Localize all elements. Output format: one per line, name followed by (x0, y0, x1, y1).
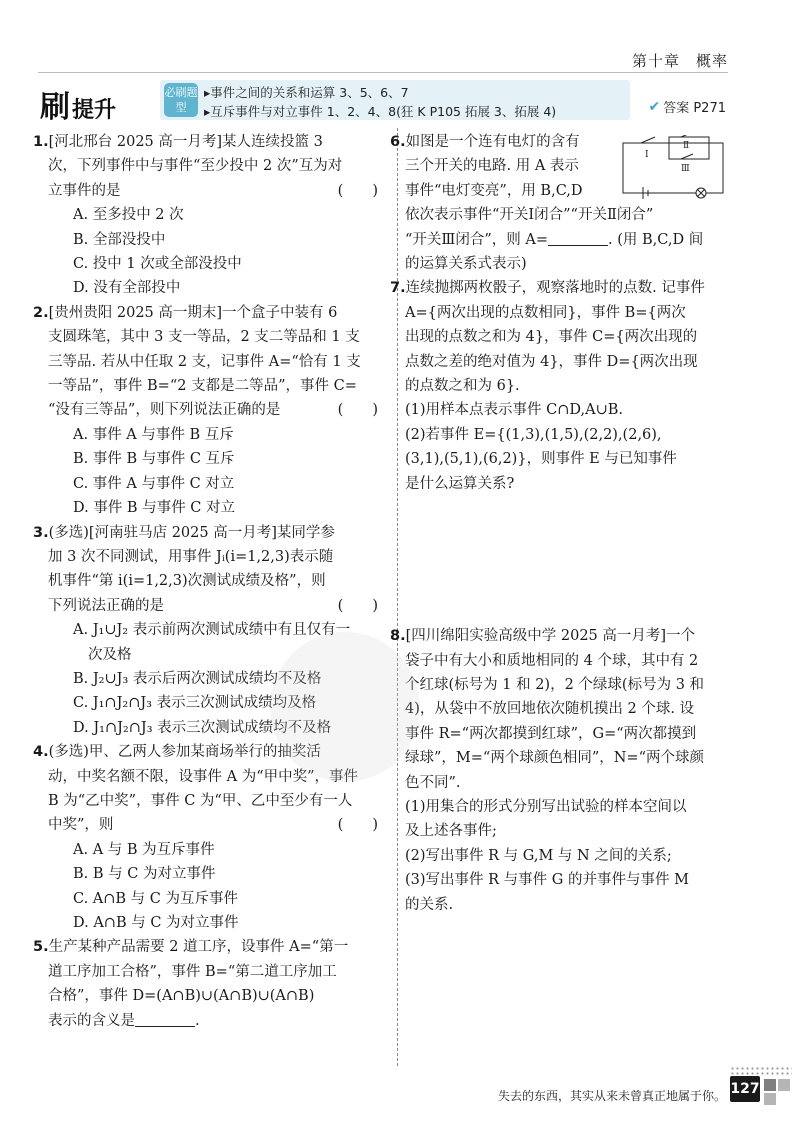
question-text: 立事件的是 (48, 182, 121, 199)
header-rule (38, 72, 728, 73)
question-number: 7. (390, 280, 406, 297)
question-number: 5. (33, 939, 49, 956)
switch-label-2: Ⅱ (683, 141, 690, 151)
option: B. 全部没投中 (73, 231, 166, 248)
must-do-stamp: 必刷题型 (164, 83, 198, 117)
question-text: 一等品”，事件 B=“2 支都是二等品”，事件 C= (48, 378, 357, 395)
question-text: 三等品. 若从中任取 2 支，记事件 A=“恰有 1 支 (48, 353, 361, 370)
question-1 (33, 130, 388, 301)
question-text: 事件“电灯变亮”，用 B,C,D (405, 182, 583, 199)
switch-label-3: Ⅲ (681, 164, 690, 174)
brand-char: 刷 (40, 90, 70, 125)
question-text: “没有三等品”，则下列说法正确的是 (48, 402, 281, 419)
question-text: (1)用集合的形式分别写出试验的样本空间以 (405, 798, 687, 815)
left-column (33, 130, 388, 1033)
question-text: (多选)甲、乙两人参加某商场举行的抽奖活 (48, 744, 321, 761)
option: B. B 与 C 为对立事件 (73, 866, 216, 883)
question-text: 是什么运算关系? (405, 475, 515, 492)
question-text: [河北邢台 2025 高一月考]某人连续投篮 3 (48, 134, 323, 150)
option: C. A∩B 与 C 为互斥事件 (73, 890, 238, 907)
question-7 (390, 276, 727, 496)
question-5 (33, 935, 388, 1033)
question-text: A={两次出现的点数相同}，事件 B={两次 (405, 304, 686, 321)
option: C. 投中 1 次或全部没投中 (73, 256, 242, 273)
option: 次及格 (88, 646, 132, 663)
brand-label: 提升 (72, 98, 117, 123)
option: A. 至多投中 2 次 (73, 207, 184, 224)
topic-text: 事件之间的关系和运算 3、5、6、7 (210, 85, 409, 100)
question-number: 8. (390, 628, 406, 645)
topic-line-1: ▸事件之间的关系和运算 3、5、6、7 (204, 85, 409, 100)
option: D. A∩B 与 C 为对立事件 (73, 915, 239, 931)
question-text: 如图是一个连有电灯的含有 (405, 134, 580, 150)
question-text: 加 3 次不同测试，用事件 Jᵢ(i=1,2,3)表示随 (48, 548, 334, 565)
right-column (390, 130, 727, 917)
answer-space (405, 496, 727, 624)
question-text: 及上述各事件; (405, 823, 497, 840)
question-number: 4. (33, 744, 49, 761)
question-number: 3. (33, 524, 49, 541)
question-text: 依次表示事件“开关Ⅰ闭合”“开关Ⅱ闭合” (405, 207, 654, 224)
answer-text: 答案 P271 (663, 101, 726, 116)
question-text: 合格”，事件 D=(A∩B)∪(A∩B)∪(A∩B) (48, 988, 315, 1005)
question-text: 个红球(标号为 1 和 2)，2 个绿球(标号为 3 和 (405, 676, 705, 693)
topic-line-2: ▸互斥事件与对立事件 1、2、4、8(狂 K P105 拓展 3、拓展 4) (204, 104, 557, 119)
question-text: (3,1),(5,1),(6,2)}，则事件 E 与已知事件 (405, 451, 677, 468)
option: C. J₁∩J₂∩J₃ 表示三次测试成绩均及格 (73, 695, 317, 712)
footer-quote: 失去的东西，其实从来未曾真正地属于你。 (498, 1089, 727, 1103)
question-text: 三个开关的电路. 用 A 表示 (405, 158, 579, 175)
column-divider (397, 128, 398, 1066)
answer-paren: ( ) (337, 817, 378, 834)
question-text: 支圆珠笔，其中 3 支一等品，2 支二等品和 1 支 (48, 329, 360, 346)
chapter-title: 第十章 概率 (631, 52, 728, 70)
option: D. 事件 B 与事件 C 对立 (73, 500, 236, 517)
question-2 (33, 301, 388, 521)
question-text: (2)写出事件 R 与 G,M 与 N 之间的关系; (405, 847, 672, 864)
answer-paren: ( ) (337, 182, 378, 199)
question-text: 动，中奖名额不限，设事件 A 为“甲中奖”，事件 (48, 768, 359, 785)
circuit-wire (623, 143, 723, 193)
question-text: . (195, 1012, 200, 1029)
circuit-diagram (621, 135, 726, 201)
option: A. J₁∪J₂ 表示前两次测试成绩中有且仅有一 (73, 622, 351, 639)
answer-paren: ( ) (337, 402, 378, 419)
answer-blank[interactable] (135, 1011, 195, 1027)
question-text: (多选)[河南驻马店 2025 高一月考]某同学参 (48, 524, 335, 541)
topic-text: 互斥事件与对立事件 1、2、4、8(狂 K P105 拓展 3、拓展 4) (210, 104, 557, 119)
answer-blank[interactable] (548, 230, 608, 246)
option: C. 事件 A 与事件 C 对立 (73, 475, 235, 492)
decor-square (764, 1093, 776, 1105)
option: A. 事件 A 与事件 B 互斥 (73, 426, 234, 443)
question-text: 连续抛掷两枚骰子，观察落地时的点数. 记事件 (405, 280, 705, 297)
answer-paren: ( ) (337, 597, 378, 614)
switch-3 (681, 154, 693, 159)
question-text: 表示的含义是 (48, 1012, 135, 1029)
switch-1 (641, 137, 655, 143)
question-text: B 为“乙中奖”，事件 C 为“甲、乙中至少有一人 (48, 792, 353, 809)
question-8 (390, 624, 727, 917)
question-number: 1. (33, 134, 49, 150)
watermark-seal (270, 632, 420, 782)
question-text: 事件 R=“两次都摸到红球”，G=“两次都摸到 (405, 725, 697, 742)
question-number: 6. (390, 134, 406, 150)
question-text: [四川绵阳实验高级中学 2025 高一月考]一个 (405, 628, 696, 645)
question-text: 色不同”. (405, 774, 461, 791)
page-number: 127 (730, 1076, 760, 1102)
decor-square (764, 1079, 776, 1091)
question-text: 的运算关系式表示) (405, 256, 527, 273)
question-text: 生产某种产品需要 2 道工序，设事件 A=“第一 (48, 939, 349, 956)
question-text: 点数之差的绝对值为 4}，事件 D={两次出现 (405, 353, 698, 370)
question-text: 中奖”，则 (48, 817, 114, 834)
option: A. A 与 B 为互斥事件 (73, 841, 215, 858)
question-text: 出现的点数之和为 4}，事件 C={两次出现的 (405, 329, 698, 346)
question-text: 的关系. (405, 896, 454, 913)
answer-ref (648, 97, 726, 116)
topic-box (160, 80, 630, 120)
question-text: 机事件“第 i(i=1,2,3)次测试成绩及格”，则 (48, 573, 326, 590)
decor-square (778, 1079, 790, 1091)
question-text: 4)，从袋中不放回地依次随机摸出 2 个球. 设 (405, 701, 695, 718)
question-text: 下列说法正确的是 (48, 597, 164, 614)
question-text: 的点数之和为 6}. (405, 378, 520, 395)
dot-pattern (730, 1066, 792, 1076)
question-text: (3)写出事件 R 与事件 G 的并事件与事件 M (405, 872, 689, 889)
question-text: 袋子中有大小和质地相同的 4 个球，其中有 2 (405, 652, 699, 669)
question-text: [贵州贵阳 2025 高一期末]一个盒子中装有 6 (48, 304, 338, 321)
option: B. 事件 B 与事件 C 互斥 (73, 451, 235, 468)
option: B. J₂∪J₃ 表示后两次测试成绩均不及格 (73, 670, 322, 687)
question-text: (2)若事件 E={(1,3),(1,5),(2,2),(2,6), (405, 426, 662, 443)
option: D. 没有全部投中 (73, 280, 181, 297)
question-text: . (用 B,C,D 间 (608, 231, 704, 248)
check-icon: ✔ (648, 98, 661, 115)
question-text: 道工序加工合格”，事件 B=“第二道工序加工 (48, 963, 337, 980)
question-text: 次，下列事件中与事件“至少投中 2 次”互为对 (48, 158, 343, 175)
question-number: 2. (33, 304, 49, 321)
question-text: (1)用样本点表示事件 C∩D,A∪B. (405, 402, 623, 419)
switch-label-1: Ⅰ (645, 150, 649, 160)
section-brand (40, 82, 116, 126)
question-text: “开关Ⅲ闭合”，则 A= (405, 231, 549, 248)
question-text: 绿球”，M=“两个球颜色相同”，N=“两个球颜 (405, 750, 704, 767)
option: D. J₁∩J₂∩J₃ 表示三次测试成绩均不及格 (73, 719, 332, 736)
